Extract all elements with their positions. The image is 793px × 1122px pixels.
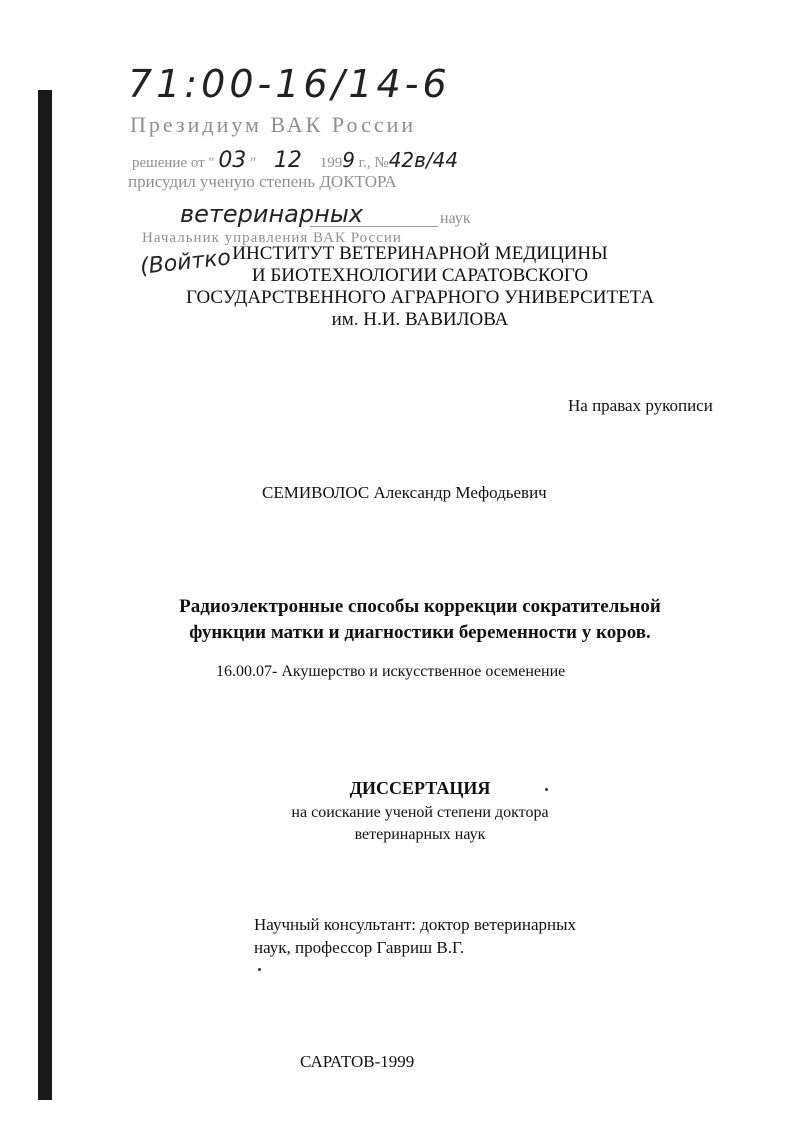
- decision-no: 42в/44: [388, 148, 459, 172]
- signature-text: Войтко: [147, 245, 233, 279]
- decision-prefix: решение от ": [132, 155, 215, 171]
- decision-year-prefix: 199: [319, 155, 343, 171]
- specialty: 16.00.07- Акушерство и искусственное осеменение: [216, 663, 566, 680]
- scan-speck-2: [545, 788, 548, 791]
- scientific-consultant: [254, 913, 576, 959]
- vak-presidium-line: Президиум ВАК России: [130, 112, 417, 137]
- institution-line-2: И БИОТЕХНОЛОГИИ САРАТОВСКОГО: [251, 265, 589, 286]
- decision-month: 12: [273, 148, 302, 173]
- vak-head-line: Начальник управления ВАК России: [142, 230, 402, 246]
- rights-note: На правах рукописи: [568, 396, 713, 415]
- handwritten-reg-number: 71:00-16/14-6: [128, 62, 451, 106]
- science-label: наук: [440, 210, 471, 227]
- dissertation-degree-line-2: ветеринарных наук: [354, 826, 486, 843]
- dissertation-degree-line-1: на соискание ученой степени доктора: [291, 804, 549, 821]
- institution-line-3: ГОСУДАРСТВЕННОГО АГРАРНОГО УНИВЕРСИТЕТА: [185, 287, 655, 308]
- scan-speck: [258, 968, 261, 971]
- dissertation-title: [120, 594, 720, 646]
- decision-year-suffix: 9: [342, 148, 355, 172]
- institution-line-1: ИНСТИТУТ ВЕТЕРИНАРНОЙ МЕДИЦИНЫ: [232, 243, 608, 264]
- scan-edge-bar: [38, 90, 52, 1100]
- dissertation-heading: ДИССЕРТАЦИЯ: [349, 778, 491, 798]
- consultant-line-2: наук, профессор Гавриш В.Г.: [254, 938, 465, 957]
- signature-bracket: (: [138, 253, 151, 280]
- institution-line-4: им. Н.И. ВАВИЛОВА: [331, 309, 509, 330]
- title-line-2: функции матки и диагностики беременности у коров.: [189, 622, 651, 643]
- city-year: САРАТОВ-1999: [300, 1052, 415, 1071]
- science-handwritten: ветеринарных: [180, 200, 363, 228]
- consultant-line-1: Научный консультант: доктор ветеринарных: [254, 915, 577, 934]
- decision-no-label: г., №: [358, 155, 389, 171]
- vak-awarded-line: [128, 172, 397, 192]
- institution-header: [150, 243, 690, 331]
- vak-science-line: [150, 200, 480, 228]
- vak-decision-line: [132, 148, 458, 173]
- title-line-1: Радиоэлектронные способы коррекции сократительной: [179, 596, 661, 617]
- science-underline: [310, 226, 438, 227]
- awarded-text: присудил ученую степень ДОКТОРА: [128, 172, 397, 191]
- decision-day: 03: [218, 148, 247, 173]
- author-name: СЕМИВОЛОС Александр Мефодьевич: [262, 483, 547, 502]
- decision-sep: ": [250, 155, 257, 171]
